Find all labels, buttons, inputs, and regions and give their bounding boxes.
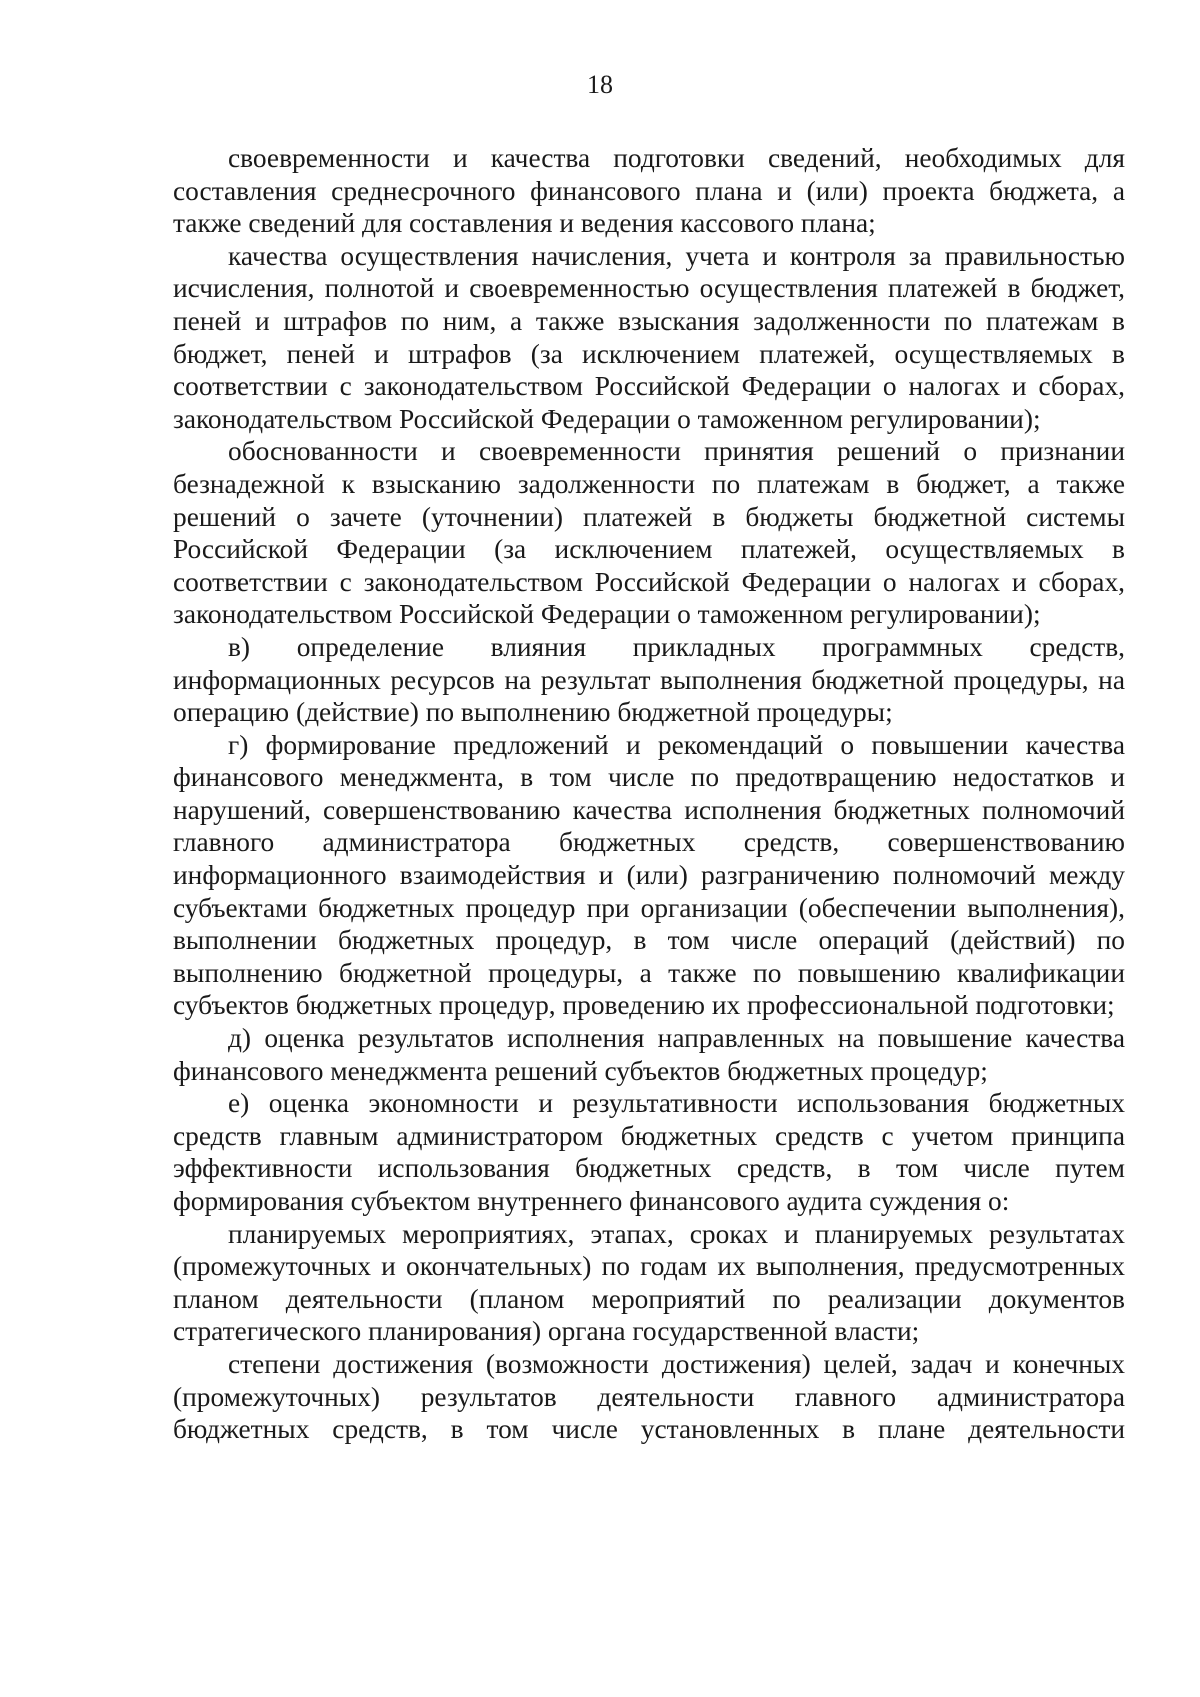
paragraph-timeliness-of-information: своевременности и качества подготовки сведений, необходимых для составления среднесрочного финансового плана и (или) проекта бюджета, а также сведений для составления и ведения кассового плана; xyxy=(173,143,1125,239)
page-number: 18 xyxy=(587,70,613,99)
paragraph-item-d: д) оценка результатов исполнения направленных на повышение качества финансового менеджмента решений субъектов бюджетных процедур; xyxy=(173,1023,1125,1086)
paragraph-planned-activities: планируемых мероприятиях, этапах, сроках и планируемых результатах (промежуточных и окончательных) по годам их выполнения, предусмотренных планом деятельности (планом мероприятий по реализации документов стратегического планирования) органа государственной власти; xyxy=(173,1218,1125,1347)
paragraph-item-e: е) оценка экономности и результативности использования бюджетных средств главным администратором бюджетных средств с учетом принципа эффективности использования бюджетных средств, в том числе путем формирования субъектом внутреннего финансового аудита суждения о: xyxy=(173,1088,1125,1216)
paragraph-item-v: в) определение влияния прикладных программных средств, информационных ресурсов на результат выполнения бюджетной процедуры, на операцию (действие) по выполнению бюджетной процедуры; xyxy=(173,631,1125,728)
paragraph-accrual-quality: качества осуществления начисления, учета и контроля за правильностью исчисления, полнотой и своевременностью осуществления платежей в бюджет, пеней и штрафов по ним, а также взыскания задолженности по платежам в бюджет, пеней и штрафов (за исключением платежей, осуществляемых в соответствии с законодательством Российской Федерации о налогах и сборах, законодательством Российской Федерации о таможенном регулировании); xyxy=(173,240,1125,434)
paragraph-degree-of-achievement: степени достижения (возможности достижения) целей, задач и конечных (промежуточных) результатов деятельности главного администратора бюджетных средств, в том числе установленных в плане деятельности xyxy=(173,1348,1125,1445)
paragraph-debt-write-off-decisions: обоснованности и своевременности принятия решений о признании безнадежной к взысканию задолженности по платежам в бюджет, а также решений о зачете (уточнении) платежей в бюджеты бюджетной системы Российской Федерации (за исключением платежей, осуществляемых в соответствии с законодательством Российской Федерации о налогах и сборах, законодательством Российской Федерации о таможенном регулировании); xyxy=(173,436,1125,630)
body-text xyxy=(173,142,1125,1446)
paragraph-item-g: г) формирование предложений и рекомендаций о повышении качества финансового менеджмента, в том числе по предотвращению недостатков и нарушений, совершенствованию качества исполнения бюджетных полномочий главного администратора бюджетных средств, совершенствованию информационного взаимодействия и (или) разграничению полномочий между субъектами бюджетных процедур при организации (обеспечении выполнения), выполнении бюджетных процедур, в том числе операций (действий) по выполнению бюджетной процедуры, а также по повышению квалификации субъектов бюджетных процедур, проведению их профессиональной подготовки; xyxy=(173,729,1125,1021)
